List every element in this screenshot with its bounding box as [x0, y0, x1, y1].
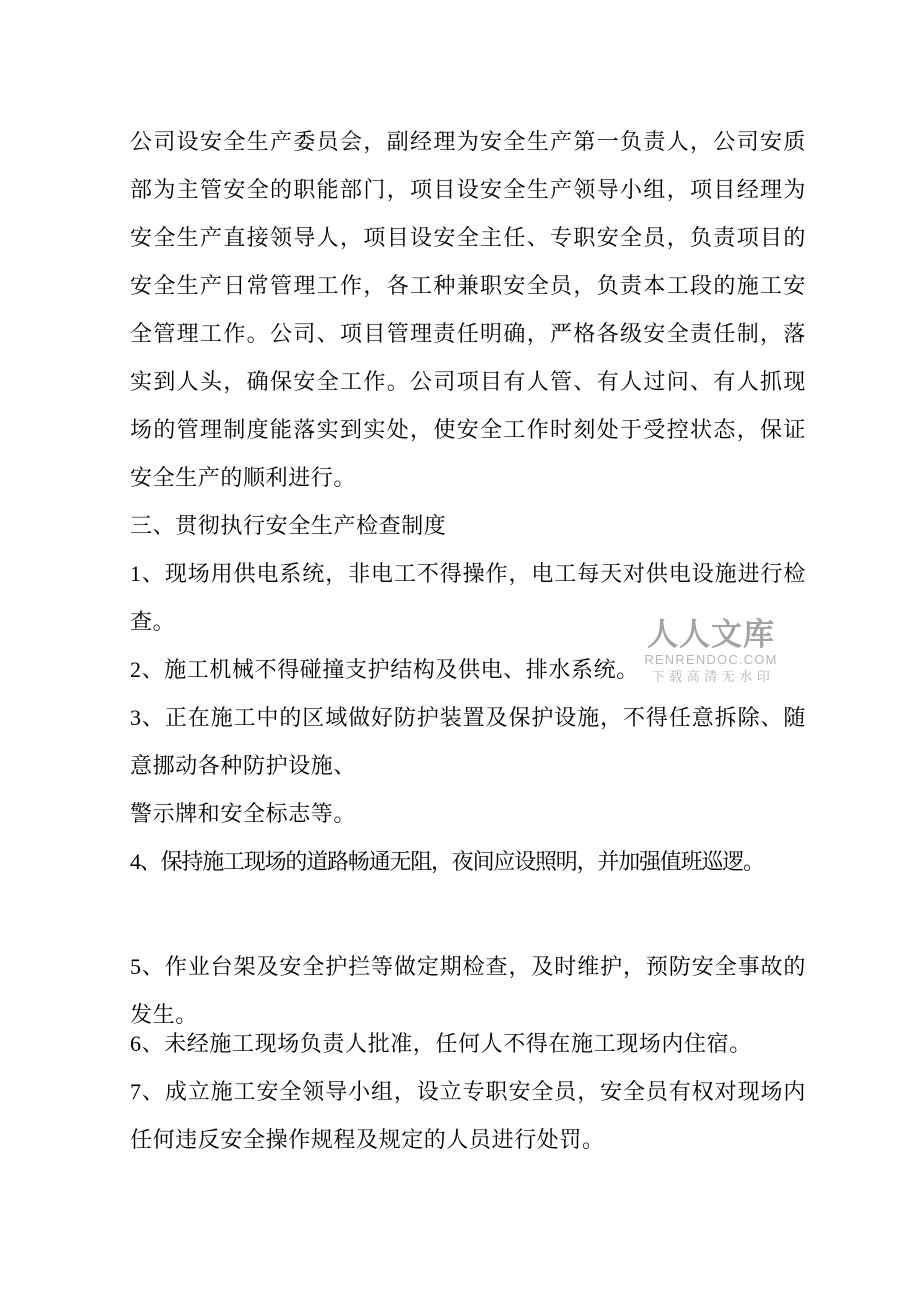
- paragraph-line: 实到人头，确保安全工作。公司项目有人管、有人过问、有人抓现: [130, 369, 806, 394]
- list-item-5-continuation: 发生。: [130, 1002, 198, 1027]
- list-item-1: 1、现场用供电系统，非电工不得操作，电工每天对供电设施进行检: [130, 561, 806, 586]
- list-item-3-continuation: 意挪动各种防护设施、: [130, 753, 357, 778]
- paragraph-line: 安全生产的顺利进行。: [130, 465, 357, 490]
- paragraph-line: 部为主管安全的职能部门，项目设安全生产领导小组，项目经理为: [130, 177, 806, 202]
- list-item-6: 6、未经施工现场负责人批准，任何人不得在施工现场内住宿。: [130, 1031, 752, 1056]
- watermark: [644, 618, 778, 685]
- list-item-7-continuation: 任何违反安全操作规程及规定的人员进行处罚。: [130, 1127, 605, 1152]
- watermark-tagline: 下载高清无水印: [651, 669, 775, 684]
- list-item-2: 2、施工机械不得碰撞支护结构及供电、排水系统。: [130, 657, 639, 682]
- watermark-domain: RENRENDOC.COM: [644, 652, 778, 667]
- section-heading: 三、贯彻执行安全生产检查制度: [130, 513, 447, 538]
- list-item-3: 3、正在施工中的区域做好防护装置及保护设施，不得任意拆除、随: [130, 705, 806, 730]
- paragraph-line: 场的管理制度能落实到实处，使安全工作时刻处于受控状态，保证: [130, 417, 806, 442]
- list-item-5: 5、作业台架及安全护拦等做定期检查，及时维护，预防安全事故的: [130, 954, 806, 979]
- paragraph-line: 公司设安全生产委员会，副经理为安全生产第一负责人，公司安质: [130, 129, 806, 154]
- watermark-logo-text: 人人文库: [647, 617, 775, 652]
- list-item-4: 4、保持施工现场的道路畅通无阻，夜间应设照明，并加强值班巡逻。: [130, 849, 764, 874]
- list-item-3-continuation: 警示牌和安全标志等。: [130, 801, 357, 826]
- list-item-1-continuation: 查。: [130, 609, 176, 634]
- paragraph-line: 全管理工作。公司、项目管理责任明确，严格各级安全责任制，落: [130, 321, 806, 346]
- paragraph-line: 安全生产直接领导人，项目设安全主任、专职安全员，负责项目的: [130, 225, 806, 250]
- paragraph-line: 安全生产日常管理工作，各工种兼职安全员，负责本工段的施工安: [130, 273, 806, 298]
- list-item-7: 7、成立施工安全领导小组，设立专职安全员，安全员有权对现场内: [130, 1079, 806, 1104]
